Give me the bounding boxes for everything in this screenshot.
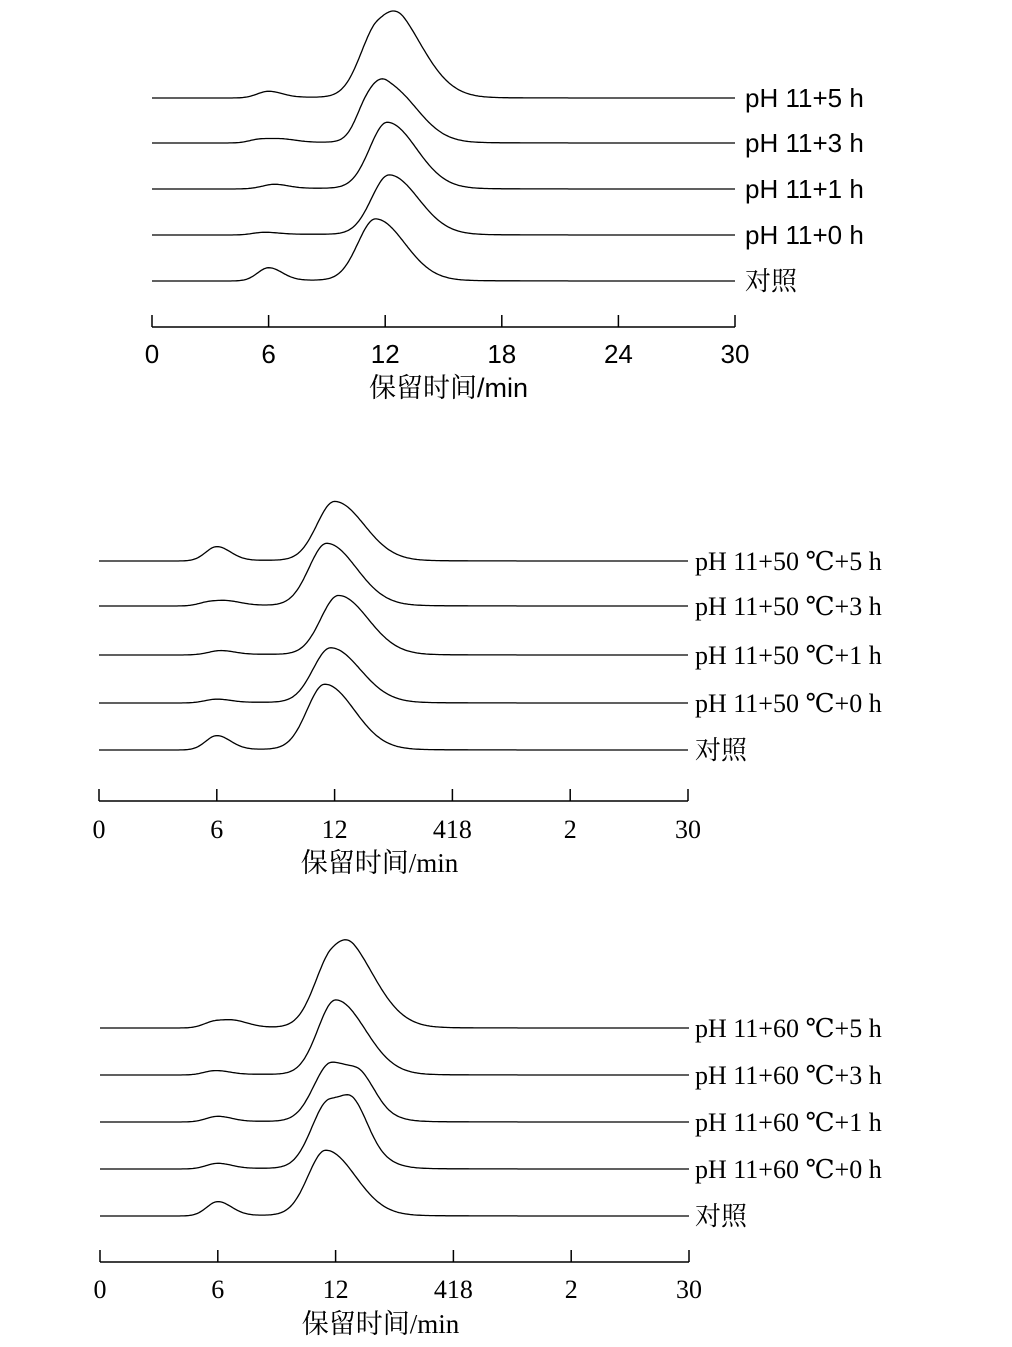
x-tick-label: 30	[676, 1275, 702, 1304]
x-tick-label: 6	[211, 1275, 225, 1304]
series-trace	[100, 1150, 689, 1216]
series-trace	[152, 175, 735, 235]
series-label: pH 11+50 ℃+0 h	[695, 689, 882, 718]
series-label: pH 11+50 ℃+1 h	[695, 641, 882, 670]
series-trace	[152, 122, 735, 189]
x-tick-label: 30	[675, 815, 701, 844]
series-trace	[99, 684, 688, 750]
x-tick-label: 6	[261, 339, 276, 369]
x-axis-title: 保留时间/min	[301, 1309, 460, 1339]
series-trace	[100, 1000, 689, 1075]
series-label: 对照	[695, 736, 748, 765]
series-label: pH 11+60 ℃+0 h	[695, 1155, 882, 1184]
series-label: 对照	[745, 266, 798, 296]
x-tick-label: 12	[322, 1275, 349, 1304]
series-label: pH 11+50 ℃+5 h	[695, 547, 882, 576]
chart-panel-1	[145, 11, 864, 403]
chart-panel-3	[94, 940, 882, 1339]
x-axis-title: 保留时间/min	[368, 373, 529, 403]
series-label: 对照	[695, 1202, 748, 1231]
chart-panel-2	[93, 501, 882, 878]
series-trace	[99, 596, 688, 656]
series-trace	[100, 1062, 689, 1122]
x-tick-label: 0	[144, 339, 160, 369]
series-trace	[100, 940, 689, 1028]
x-tick-label: 418	[432, 815, 472, 844]
series-label: pH 11+60 ℃+1 h	[695, 1108, 882, 1137]
x-tick-label: 2	[563, 815, 577, 844]
series-label: pH 11+3 h	[745, 128, 864, 158]
series-trace	[100, 1095, 689, 1169]
x-tick-label: 2	[564, 1275, 578, 1304]
x-tick-label: 18	[487, 339, 517, 369]
series-label: pH 11+60 ℃+3 h	[695, 1061, 882, 1090]
x-tick-label: 0	[93, 1275, 107, 1304]
series-trace	[99, 648, 688, 703]
series-label: pH 11+5 h	[745, 83, 864, 113]
series-label: pH 11+50 ℃+3 h	[695, 592, 882, 621]
series-label: pH 11+1 h	[745, 174, 864, 204]
x-tick-label: 30	[720, 339, 750, 369]
series-trace	[152, 219, 735, 281]
x-tick-label: 0	[92, 815, 106, 844]
x-tick-label: 12	[321, 815, 348, 844]
x-axis-title: 保留时间/min	[300, 848, 459, 878]
x-tick-label: 418	[433, 1275, 473, 1304]
x-tick-label: 12	[370, 339, 400, 369]
series-label: pH 11+60 ℃+5 h	[695, 1014, 882, 1043]
x-tick-label: 6	[210, 815, 224, 844]
x-tick-label: 24	[603, 339, 633, 369]
series-label: pH 11+0 h	[745, 220, 864, 250]
series-trace	[152, 11, 735, 98]
series-trace	[152, 79, 735, 143]
series-trace	[99, 501, 688, 561]
